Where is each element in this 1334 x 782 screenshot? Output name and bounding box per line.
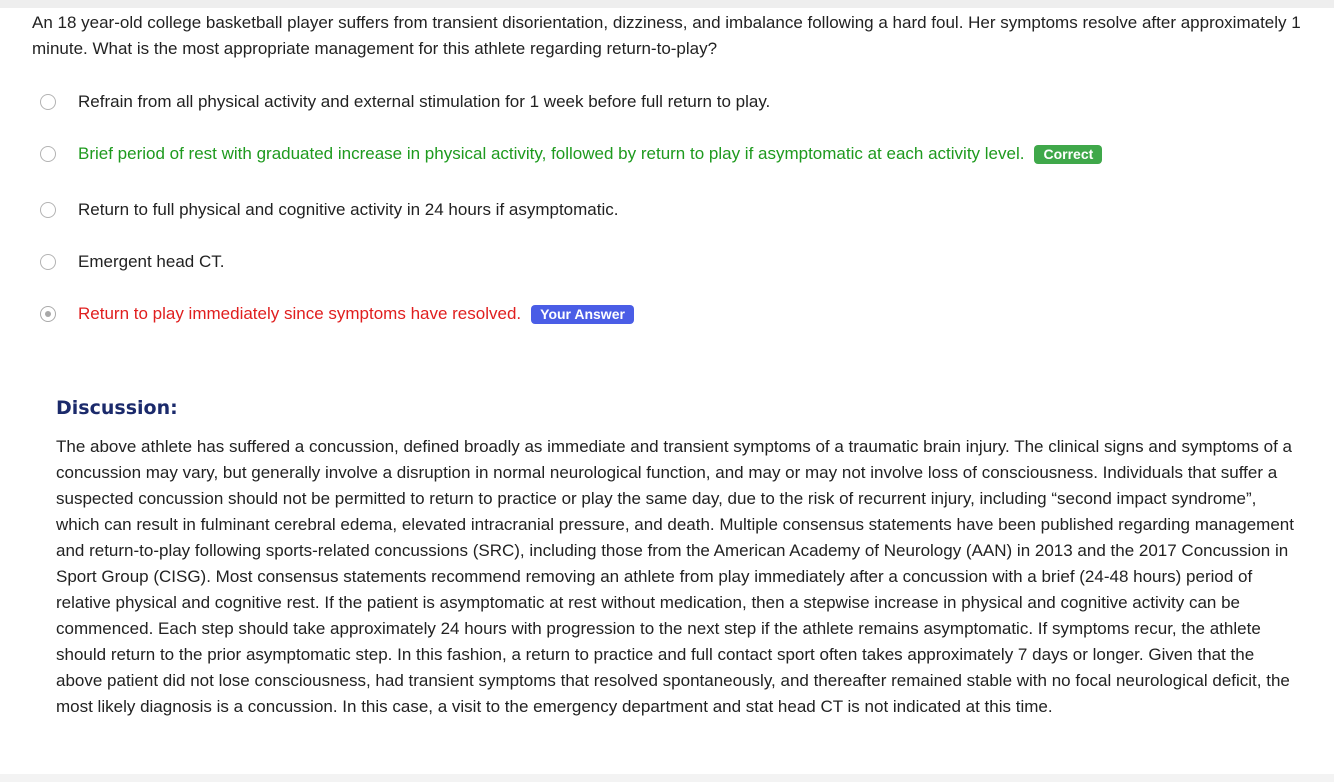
option-e[interactable] bbox=[40, 301, 634, 327]
bottom-divider bbox=[0, 774, 1334, 782]
correct-badge: Correct bbox=[1034, 145, 1102, 164]
radio-button-e-selected[interactable] bbox=[40, 306, 56, 322]
radio-button-c[interactable] bbox=[40, 202, 56, 218]
option-a[interactable] bbox=[40, 89, 770, 115]
option-d-label: Emergent head CT. bbox=[78, 252, 225, 271]
option-c[interactable] bbox=[40, 197, 618, 223]
option-d[interactable] bbox=[40, 249, 224, 275]
option-e-label: Return to play immediately since symptoms have resolved. bbox=[78, 304, 522, 323]
question-stem: An 18 year-old college basketball player suffers from transient disorientation, dizziness, and imbalance following a hard foul. Her symptoms resolve after approximately 1 minute. What is the most appropriate management for this athlete regarding return-to-play? bbox=[32, 13, 1301, 58]
discussion-text: The above athlete has suffered a concussion, defined broadly as immediate and transient symptoms of a traumatic brain injury. The clinical signs and symptoms of a concussion may vary, but generally involve a disruption in normal neurological function, and may or may not involve loss of consciousness. Individuals that suffer a suspected concussion should not be permitted to return to practice or play the same day, due to the risk of recurrent injury, including “second impact syndrome”, which can result in fulminant cerebral edema, elevated intracranial pressure, and death. Multiple consensus statements have been published regarding management and return-to-play following sports-related concussions (SRC), including those from the American Academy of Neurology (AAN) in 2013 and the 2017 Concussion in Sport Group (CISG). Most consensus statements recommend removing an athlete from play immediately after a concussion with a brief (24-48 hours) period of relative physical and cognitive rest. If the patient is asymptomatic at rest without medication, then a stepwise increase in physical and cognitive activity can be commenced. Each step should take approximately 24 hours with progression to the next step if the athlete remains asymptomatic. If symptoms recur, the athlete should return to the prior asymptomatic step. In this fashion, a return to practice and full contact sport often takes approximately 7 days or longer. Given that the above patient did not lose consciousness, had transient symptoms that resolved spontaneously, and thereafter remained stable with no focal neurological deficit, the most likely diagnosis is a concussion. In this case, a visit to the emergency department and stat head CT is not indicated at this time. bbox=[56, 437, 1294, 716]
option-b-label: Brief period of rest with graduated increase in physical activity, followed by return to play if asymptomatic at each activity level. bbox=[78, 144, 1025, 163]
discussion-heading: Discussion: bbox=[56, 397, 178, 419]
option-b[interactable] bbox=[40, 141, 1102, 167]
option-c-label: Return to full physical and cognitive activity in 24 hours if asymptomatic. bbox=[78, 200, 619, 219]
radio-button-a[interactable] bbox=[40, 94, 56, 110]
top-divider bbox=[0, 0, 1334, 8]
your-answer-badge: Your Answer bbox=[531, 305, 634, 324]
radio-button-b[interactable] bbox=[40, 146, 56, 162]
option-a-label: Refrain from all physical activity and external stimulation for 1 week before full return to play. bbox=[78, 92, 771, 111]
radio-button-d[interactable] bbox=[40, 254, 56, 270]
